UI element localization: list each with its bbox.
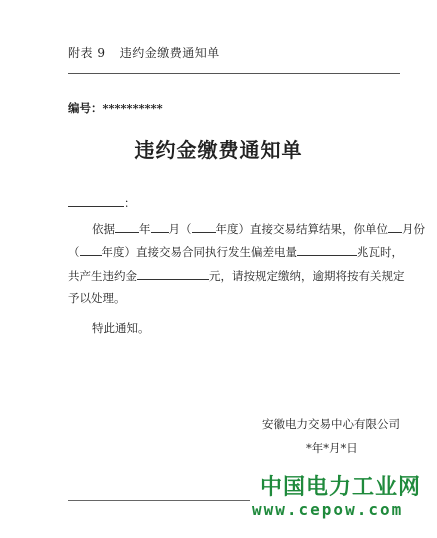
text-month: 月（	[168, 222, 192, 236]
body-line-1	[92, 221, 425, 237]
penalty-amount-blank	[137, 268, 209, 280]
addressee-colon: ：	[124, 196, 136, 210]
unit-month-blank	[388, 221, 402, 233]
appendix-number: 附表 9	[68, 46, 106, 60]
addressee-line	[68, 195, 136, 211]
body-line-2	[68, 244, 403, 260]
issuing-organization: 安徽电力交易中心有限公司	[262, 417, 400, 431]
issue-date: *年*月*日	[306, 441, 358, 455]
text-month-part: 月份	[402, 222, 425, 236]
body-line-4: 予以处理。	[68, 291, 126, 305]
serial-number: 编号：**********	[68, 101, 163, 115]
watermark-text: 中国电力工业网	[260, 475, 422, 500]
deviation-amount-blank	[297, 244, 357, 256]
body-line-3	[68, 268, 405, 284]
contract-year-blank	[80, 244, 102, 256]
footer-divider	[68, 500, 250, 501]
month-blank	[151, 221, 169, 233]
text-open-paren: （	[68, 245, 80, 259]
watermark-url: www.cepow.com	[252, 500, 404, 519]
appendix-title: 违约金缴费通知单	[119, 46, 220, 60]
text-penalty: 共产生违约金	[68, 269, 137, 283]
text-settlement: 年度）直接交易结算结果，你单位	[215, 222, 388, 236]
page-title: 违约金缴费通知单	[134, 138, 303, 162]
settlement-year-blank	[192, 221, 216, 233]
text-payment-terms: 元，请按规定缴纳，逾期将按有关规定	[209, 269, 405, 283]
document-header	[68, 44, 220, 61]
addressee-blank	[68, 195, 124, 207]
header-divider	[68, 73, 400, 74]
text-mwh: 兆瓦时，	[357, 245, 403, 259]
text-year: 年	[139, 222, 151, 236]
text-deviation: 年度）直接交易合同执行发生偏差电量	[101, 245, 297, 259]
notice-closing: 特此通知。	[92, 321, 150, 335]
year-blank	[115, 221, 139, 233]
text-basis: 依据	[92, 222, 115, 236]
